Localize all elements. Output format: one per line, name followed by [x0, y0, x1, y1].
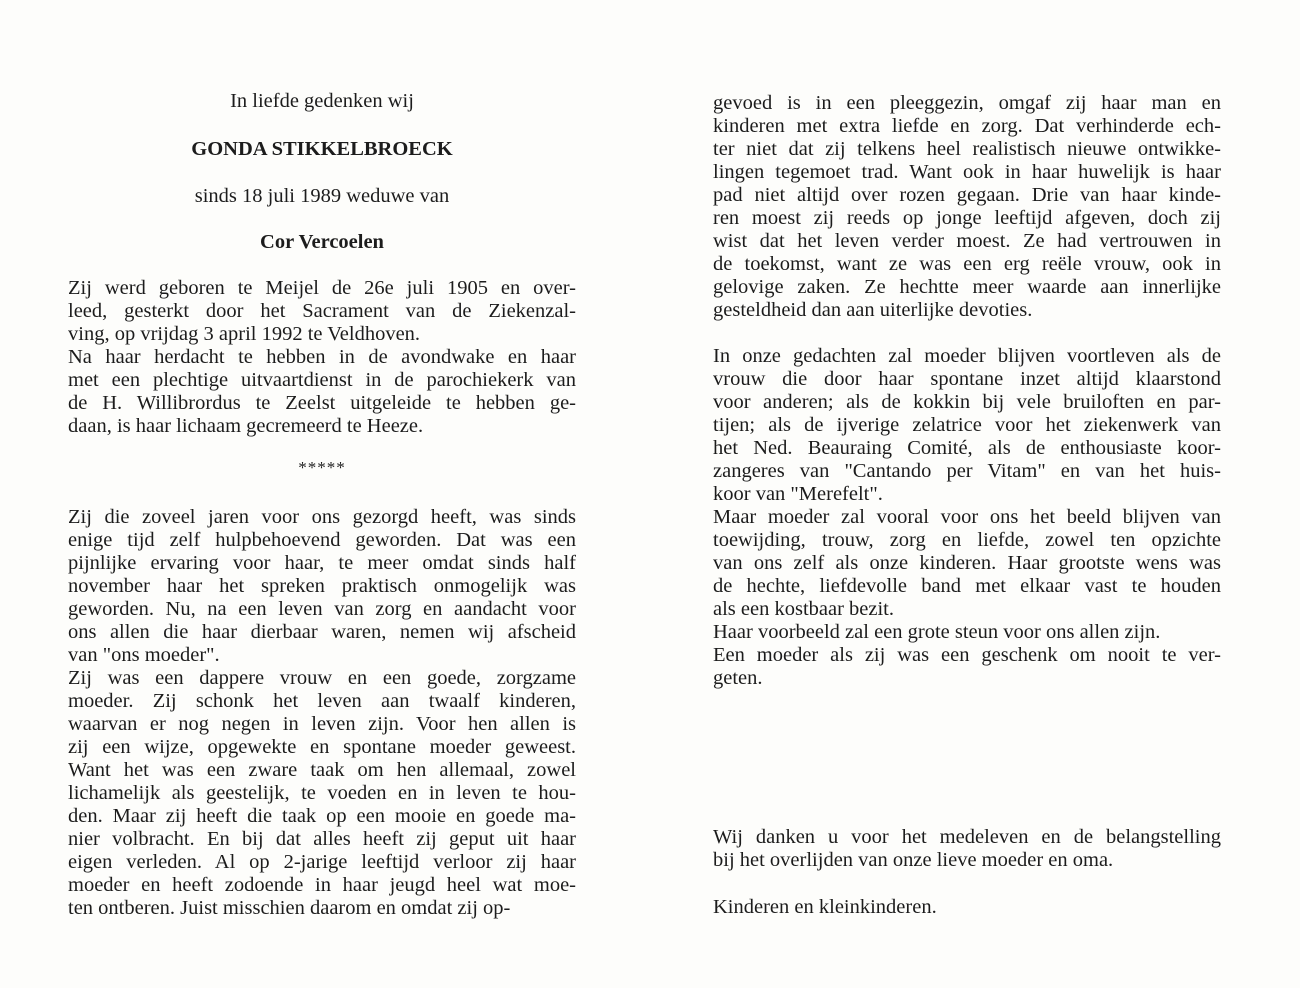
text-line: lichamelijk als geestelijk, te voeden en in leven te hou-	[68, 782, 576, 804]
text-line: november haar het spreken praktisch onmogelijk was	[68, 575, 576, 597]
text-line: pad niet altijd over rozen gegaan. Drie van haar kinde-	[713, 184, 1221, 206]
text-line: leed, gesterkt door het Sacrament van de Ziekenzal-	[68, 300, 576, 322]
text-line: geworden. Nu, na een leven van zorg en aandacht voor	[68, 598, 576, 620]
spouse-name: Cor Vercoelen	[260, 231, 384, 253]
devotion-paragraph	[713, 506, 1221, 621]
text-line: voor anderen; als de kokkin bij vele bruiloften en par-	[713, 391, 1221, 413]
gift-paragraph	[713, 644, 1221, 690]
text-line: zij een wijze, opgewekte en spontane moeder geweest.	[68, 736, 576, 758]
text-line: Haar voorbeeld zal een grote steun voor ons allen zijn.	[713, 621, 1161, 643]
signature-text: Kinderen en kleinkinderen.	[713, 896, 937, 918]
text-line: bij het overlijden van onze lieve moeder en oma.	[713, 849, 1114, 871]
text-line: de H. Willibrordus te Zeelst uitgeleide te hebben ge-	[68, 392, 576, 414]
text-line: ten ontberen. Juist misschien daarom en omdat zij op-	[68, 897, 511, 919]
widow-line: sinds 18 juli 1989 weduwe van	[194, 185, 450, 207]
text-line: ter niet dat zij telkens heel realistisch nieuwe ontwikke-	[713, 138, 1221, 160]
text-line: moeder. Zij schonk het leven aan twaalf kinderen,	[68, 690, 576, 712]
text-line: nier volbracht. En bij dat alles heeft zij geput uit haar	[68, 828, 576, 850]
text-line: Want het was een zware taak om hen allemaal, zowel	[68, 759, 576, 781]
text-line: lingen tegemoet trad. Want ook in haar huwelijk is haar	[713, 161, 1221, 183]
text-line: zangeres van "Cantando per Vitam" en van het huis-	[713, 460, 1221, 482]
text-line: van ons zelf als onze kinderen. Haar grootste wens was	[713, 552, 1221, 574]
text-line: ren moest zij reeds op jonge leeftijd afgeven, doch zij	[713, 207, 1221, 229]
text-line: wist dat het leven verder moest. Ze had vertrouwen in	[713, 230, 1221, 252]
text-line: geten.	[713, 667, 763, 689]
text-line: van "ons moeder".	[68, 644, 220, 666]
text-line: de hechte, liefdevolle band met elkaar vast te houden	[713, 575, 1221, 597]
text-line: enige tijd zelf hulpbehoevend geworden. Dat was een	[68, 529, 576, 551]
text-line: vrouw die door haar spontane inzet altijd klaarstond	[713, 368, 1221, 390]
text-line: ving, op vrijdag 3 april 1992 te Veldhoven.	[68, 323, 421, 345]
care-paragraph	[68, 506, 576, 667]
text-line: Een moeder als zij was een geschenk om nooit te ver-	[713, 644, 1221, 666]
text-line: Zij werd geboren te Meijel de 26e juli 1905 en over-	[68, 277, 576, 299]
memory-paragraph	[713, 345, 1221, 506]
text-line: pijnlijke ervaring voor haar, te meer omdat sinds half	[68, 552, 576, 574]
text-line: den. Maar zij heeft die taak op een mooie en goede ma-	[68, 805, 576, 827]
text-line: waarvan er nog negen in leven zijn. Voor hen allen is	[68, 713, 576, 735]
text-line: gelovige zaken. Ze hechtte meer waarde aan innerlijke	[713, 276, 1221, 298]
continuation-paragraph	[713, 92, 1221, 322]
text-line: moeder en heeft zodoende in haar jeugd heel wat moe-	[68, 874, 576, 896]
text-line: het Ned. Beauraing Comité, als de enthousiaste koor-	[713, 437, 1221, 459]
funeral-paragraph	[68, 346, 576, 438]
text-line: daan, is haar lichaam gecremeerd te Heeze.	[68, 415, 424, 437]
life-paragraph	[68, 667, 576, 920]
text-line: Zij was een dappere vrouw en een goede, zorgzame	[68, 667, 576, 689]
text-line: gevoed is in een pleeggezin, omgaf zij haar man en	[713, 92, 1221, 114]
text-line: Wij danken u voor het medeleven en de belangstelling	[713, 826, 1221, 848]
intro-line: In liefde gedenken wij	[230, 90, 414, 112]
text-line: Maar moeder zal vooral voor ons het beeld blijven van	[713, 506, 1221, 528]
text-line: als een kostbaar bezit.	[713, 598, 895, 620]
text-line: de toekomst, want ze was een erg reële vrouw, ook in	[713, 253, 1221, 275]
deceased-name: GONDA STIKKELBROECK	[191, 138, 453, 160]
example-paragraph	[713, 621, 1221, 644]
text-line: Na haar herdacht te hebben in de avondwake en haar	[68, 346, 576, 368]
text-line: eigen verleden. Al op 2-jarige leeftijd verloor zij haar	[68, 851, 576, 873]
text-line: toewijding, trouw, zorg en liefde, zowel ten opzichte	[713, 529, 1221, 551]
separator-stars: *****	[298, 458, 346, 477]
text-line: ons allen die haar dierbaar waren, nemen wij afscheid	[68, 621, 576, 643]
text-line: Zij die zoveel jaren voor ons gezorgd heeft, was sinds	[68, 506, 576, 528]
text-line: kinderen met extra liefde en zorg. Dat verhinderde ech-	[713, 115, 1221, 137]
text-line: tijen; als de ijverige zelatrice voor het ziekenwerk van	[713, 414, 1221, 436]
text-line: koor van "Merefelt".	[713, 483, 883, 505]
signature-line	[713, 896, 1221, 919]
thanks-paragraph	[713, 826, 1221, 872]
text-line: met een plechtige uitvaartdienst in de parochiekerk van	[68, 369, 576, 391]
text-line: In onze gedachten zal moeder blijven voortleven als de	[713, 345, 1221, 367]
text-line: gesteldheid dan aan uiterlijke devoties.	[713, 299, 1033, 321]
birth-death-paragraph	[68, 277, 576, 346]
